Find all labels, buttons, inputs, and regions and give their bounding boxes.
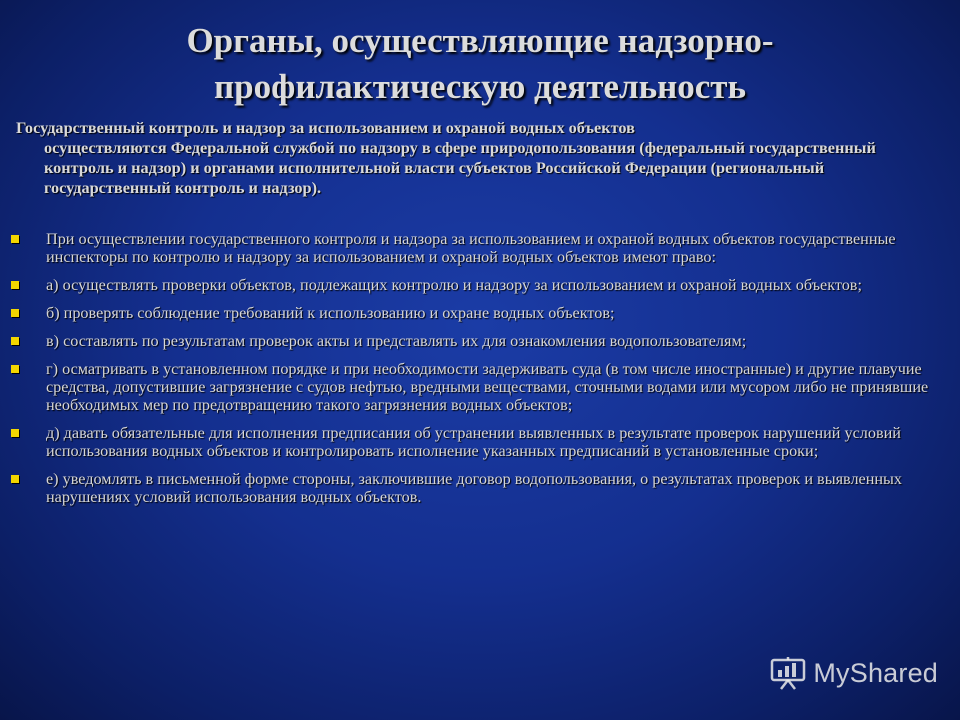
- intro-first-line: Государственный контроль и надзор за использованием и охраной водных объектов: [16, 118, 635, 137]
- list-item: [10, 470, 945, 506]
- bullet-square-icon: [11, 365, 19, 373]
- list-item-text: г) осматривать в установленном порядке и при необходимости задерживать суда (в том числе иностранные) и другие плавучие средства, допустившие загрязнение с судов нефтью, вредными веществами, сточными водами или мусором либо не принявшие необходимых мер по предотвращению такого загрязнения водных объектов;: [46, 360, 929, 414]
- list-item-text: б) проверять соблюдение требований к использованию и охране водных объектов;: [46, 304, 615, 322]
- bullet-square-icon: [11, 235, 19, 243]
- list-item: [10, 304, 945, 322]
- intro-paragraph: [16, 118, 926, 198]
- list-item: [10, 360, 945, 414]
- bullet-square-icon: [11, 309, 19, 317]
- intro-continuation: осуществляются Федеральной службой по надзору в сфере природопользования (федеральный государственный контроль и надзор) и органами исполнительной власти субъектов Российской Федерации (региональный государственный контроль и надзор).: [44, 138, 876, 197]
- slide-title-line-1: Органы, осуществляющие надзорно-: [186, 21, 774, 60]
- watermark-brand-text: MyShared: [813, 657, 938, 688]
- bullet-square-icon: [11, 475, 19, 483]
- list-item-text: При осуществлении государственного контроля и надзора за использованием и охраной водных объектов государственные инспекторы по контролю и надзору за использованием и охраной водных объектов имеют право:: [46, 230, 896, 266]
- bullet-square-icon: [11, 337, 19, 345]
- slide-title-line-2: профилактическую деятельность: [213, 67, 747, 106]
- list-item-text: в) составлять по результатам проверок акты и представлять их для ознакомления водопользователям;: [46, 332, 747, 350]
- myshared-watermark[interactable]: [769, 656, 938, 690]
- list-item: [10, 424, 945, 460]
- list-item: [10, 230, 945, 266]
- list-item-text: д) давать обязательные для исполнения предписания об устранении выявленных в результате проверок нарушений условий использования водных объектов и контролировать исполнение указанных предписаний в установленные сроки;: [46, 424, 901, 460]
- bullet-square-icon: [11, 429, 19, 437]
- slide-title: [40, 18, 920, 110]
- presentation-board-icon: [769, 656, 807, 690]
- list-item: [10, 332, 945, 350]
- list-item: [10, 276, 945, 294]
- list-item-text: а) осуществлять проверки объектов, подлежащих контролю и надзору за использованием и охраной водных объектов;: [46, 276, 862, 294]
- bullet-square-icon: [11, 281, 19, 289]
- rights-list: [10, 230, 945, 516]
- list-item-text: е) уведомлять в письменной форме стороны, заключившие договор водопользования, о результатах проверок и выявленных нарушениях условий использования водных объектов.: [46, 470, 903, 506]
